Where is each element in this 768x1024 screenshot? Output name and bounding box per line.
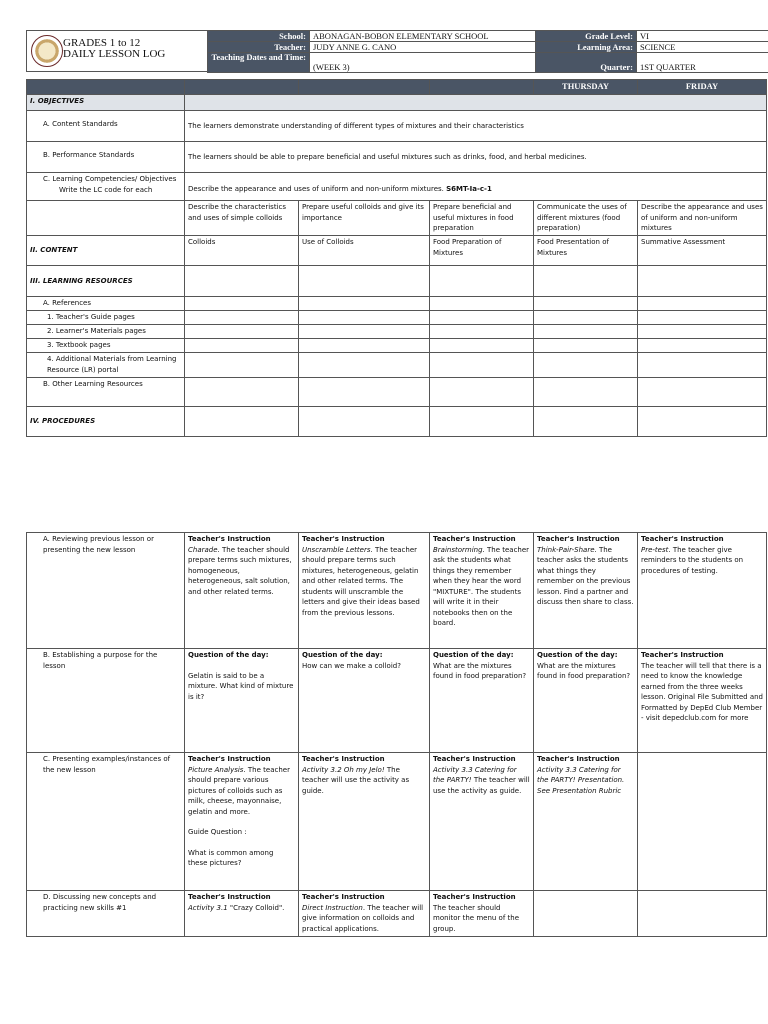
content-item-4: Food Presentation of Mixtures	[534, 236, 638, 266]
proc-a-day5-em: Pre-test	[641, 545, 669, 554]
cell	[185, 339, 299, 353]
cell	[299, 378, 430, 407]
cell	[430, 378, 534, 407]
proc-c-day1-em: Picture Analysis	[188, 765, 244, 774]
proc-d-day5	[638, 891, 767, 937]
daily-objective-5: Describe the appearance and uses of uniform and non-uniform mixtures	[638, 201, 767, 236]
proc-c-guide: Guide Question :	[188, 828, 247, 836]
lr-portal-label: 4. Additional Materials from Learning Resource (LR) portal	[27, 353, 185, 378]
deped-seal-icon	[31, 35, 63, 67]
ti-heading: Teacher's Instruction	[188, 893, 271, 901]
qod-heading: Question of the day:	[433, 651, 514, 659]
cell	[185, 297, 299, 311]
performance-standards-label: B. Performance Standards	[27, 142, 185, 173]
content-standards-label: A. Content Standards	[27, 111, 185, 142]
band-blank	[27, 80, 185, 95]
proc-d-day1	[185, 891, 299, 937]
objectives-heading: I. OBJECTIVES	[27, 95, 185, 111]
cell	[638, 297, 767, 311]
proc-b-label: B. Establishing a purpose for the lesson	[27, 649, 185, 753]
teacher-value: JUDY ANNE G. CANO	[310, 42, 536, 53]
cell	[638, 266, 767, 297]
daily-objective-2: Prepare useful colloids and give its importance	[299, 201, 430, 236]
proc-a-day3-em: Brainstorming	[433, 545, 483, 554]
proc-b-day5-text: The teacher will tell that there is a need to know the knowledge earned from the three weeks lesson. Original File Submitted and Formatted by DepEd Club Member - visit depedclub.com for more	[641, 661, 763, 722]
qod-heading: Question of the day:	[188, 651, 269, 659]
references-label: A. References	[27, 297, 185, 311]
proc-a-day3-text: . The teacher ask the students what things they remember when they hear the word "MIXTURE". The students will write it in their notebooks then on the board.	[433, 545, 530, 627]
grade-label: Grade Level:	[536, 31, 637, 42]
day-col-3	[430, 80, 534, 95]
proc-d-day4	[534, 891, 638, 937]
proc-b-day3	[430, 649, 534, 753]
content-item-3: Food Preparation of Mixtures	[430, 236, 534, 266]
ti-heading: Teacher's Instruction	[302, 893, 385, 901]
cell	[299, 297, 430, 311]
qod-heading: Question of the day:	[302, 651, 383, 659]
cell	[534, 353, 638, 378]
proc-a-day2-text: . The teacher should prepare terms such mixtures, heterogeneous, gelatin and other related terms. The students will unscramble the letters and give their ideas based from the previous lessons.	[302, 545, 420, 617]
procedures-heading: IV. PROCEDURES	[27, 407, 185, 437]
quarter-value: 1ST QUARTER	[637, 53, 768, 73]
competency-label-line2: Write the LC code for each	[59, 185, 153, 194]
day-thursday: THURSDAY	[534, 80, 638, 95]
proc-c-day4-em: Activity 3.3 Catering for the PARTY! Presentation. See Presentation Rubric	[537, 765, 625, 795]
proc-d-label: D. Discussing new concepts and practicing new skills #1	[27, 891, 185, 937]
header-info-table	[207, 30, 768, 73]
school-label: School:	[208, 31, 310, 42]
proc-c-day2-text: The teacher will use the activity as guide.	[302, 765, 410, 795]
performance-standards-value: The learners should be able to prepare beneficial and useful mixtures such as drinks, food, and herbal medicines.	[185, 142, 767, 173]
proc-d-day2	[299, 891, 430, 937]
proc-b-day4-text: What are the mixtures found in food preparation?	[537, 661, 631, 680]
ti-heading: Teacher's Instruction	[537, 535, 620, 543]
cell	[534, 311, 638, 325]
ti-heading: Teacher's Instruction	[433, 893, 516, 901]
proc-c-question: What is common among these pictures?	[188, 848, 274, 867]
ti-heading: Teacher's Instruction	[641, 651, 724, 659]
daily-objective-3: Prepare beneficial and useful mixtures in food preparation	[430, 201, 534, 236]
cell	[299, 339, 430, 353]
cell	[185, 325, 299, 339]
cell	[430, 311, 534, 325]
proc-d-day1-text: "Crazy Colloid".	[227, 903, 285, 912]
proc-a-day4	[534, 533, 638, 649]
proc-d-day3-text: The teacher should monitor the menu of the group.	[433, 903, 520, 933]
proc-c-day5	[638, 753, 767, 891]
proc-c-day4	[534, 753, 638, 891]
proc-c-day3	[430, 753, 534, 891]
resources-heading: III. LEARNING RESOURCES	[27, 266, 185, 297]
content-heading: II. CONTENT	[27, 236, 185, 266]
content-standards-value: The learners demonstrate understanding of different types of mixtures and their characteristics	[185, 111, 767, 142]
proc-c-day2	[299, 753, 430, 891]
ti-heading: Teacher's Instruction	[537, 755, 620, 763]
proc-b-day3-text: What are the mixtures found in food preparation?	[433, 661, 527, 680]
proc-b-day4	[534, 649, 638, 753]
cell	[299, 353, 430, 378]
cell	[534, 378, 638, 407]
textbook-pages-label: 3. Textbook pages	[27, 339, 185, 353]
tg-pages-label: 1. Teacher's Guide pages	[27, 311, 185, 325]
ti-heading: Teacher's Instruction	[433, 535, 516, 543]
teacher-label: Teacher:	[208, 42, 310, 53]
proc-c-label: C. Presenting examples/instances of the new lesson	[27, 753, 185, 891]
proc-b-day1-text: Gelatin is said to be a mixture. What kind of mixture is it?	[188, 671, 294, 701]
day-col-2	[299, 80, 430, 95]
cell	[638, 353, 767, 378]
daily-objective-1: Describe the characteristics and uses of simple colloids	[185, 201, 299, 236]
proc-a-day4-text: . The teacher asks the students what things they remember on the previous lesson. Find a partner and discuss then share to class.	[537, 545, 634, 606]
cell	[430, 353, 534, 378]
cell	[534, 325, 638, 339]
proc-c-day3-em: Activity 3.3 Catering for the PARTY!	[433, 765, 517, 784]
proc-c-day1	[185, 753, 299, 891]
cell	[299, 325, 430, 339]
title-line-2: DAILY LESSON LOG	[63, 48, 166, 60]
content-item-5: Summative Assessment	[638, 236, 767, 266]
proc-a-day2-em: Unscramble Letters	[302, 545, 371, 554]
dates-label: Teaching Dates and Time:	[208, 53, 310, 73]
proc-d-day2-em: Direct Instruction	[302, 903, 363, 912]
area-label: Learning Area:	[536, 42, 637, 53]
cell	[638, 339, 767, 353]
cell	[534, 339, 638, 353]
cell	[185, 266, 299, 297]
day-col-1	[185, 80, 299, 95]
proc-a-day1-text: . The teacher should prepare terms such mixtures, homogeneous, heterogeneous, salt solution, and other related terms.	[188, 545, 292, 596]
cell	[185, 407, 299, 437]
proc-a-day5	[638, 533, 767, 649]
title-line-1: GRADES 1 to 12	[63, 37, 141, 49]
ti-heading: Teacher's Instruction	[188, 755, 271, 763]
proc-d-day2-text: . The teacher will give information on colloids and practical applications.	[302, 903, 424, 933]
ti-heading: Teacher's Instruction	[641, 535, 724, 543]
ti-heading: Teacher's Instruction	[188, 535, 271, 543]
proc-a-day2	[299, 533, 430, 649]
cell	[638, 407, 767, 437]
day-friday: FRIDAY	[638, 80, 767, 95]
lesson-table-procedures	[26, 532, 767, 937]
dates-value: (WEEK 3)	[310, 53, 536, 73]
content-item-1: Colloids	[185, 236, 299, 266]
cell	[534, 407, 638, 437]
proc-b-day5	[638, 649, 767, 753]
competency-label-line1: C. Learning Competencies/ Objectives	[43, 175, 177, 183]
content-item-2: Use of Colloids	[299, 236, 430, 266]
ti-heading: Teacher's Instruction	[302, 535, 385, 543]
cell	[299, 266, 430, 297]
proc-a-day3	[430, 533, 534, 649]
grade-value: VI	[637, 31, 768, 42]
cell	[430, 297, 534, 311]
competency-text: Describe the appearance and uses of uniform and non-uniform mixtures.	[188, 184, 444, 193]
proc-a-day4-em: Think-Pair-Share	[537, 545, 595, 554]
ti-heading: Teacher's Instruction	[302, 755, 385, 763]
daily-objectives-label	[27, 201, 185, 236]
area-value: SCIENCE	[637, 42, 768, 53]
proc-b-day1	[185, 649, 299, 753]
lesson-table-top	[26, 79, 767, 437]
cell	[430, 339, 534, 353]
competency-code: S6MT-Ia-c-1	[446, 184, 492, 193]
cell	[430, 407, 534, 437]
cell	[430, 266, 534, 297]
competency-label	[27, 173, 185, 201]
other-resources-label: B. Other Learning Resources	[27, 378, 185, 407]
cell	[638, 378, 767, 407]
proc-a-day5-text: . The teacher give reminders to the students on procedures of testing.	[641, 545, 744, 575]
proc-c-day2-em: Activity 3.2 Oh my Jelo!	[302, 765, 385, 774]
lm-pages-label: 2. Learner's Materials pages	[27, 325, 185, 339]
cell	[534, 266, 638, 297]
proc-c-day3-text: The teacher will use the activity as guide.	[433, 776, 530, 795]
proc-d-day3	[430, 891, 534, 937]
school-value: ABONAGAN-BOBON ELEMENTARY SCHOOL	[310, 31, 536, 42]
proc-b-day2	[299, 649, 430, 753]
cell	[638, 325, 767, 339]
cell	[299, 407, 430, 437]
proc-d-day1-em: Activity 3.1	[188, 903, 228, 912]
qod-heading: Question of the day:	[537, 651, 618, 659]
title-block	[26, 30, 209, 72]
proc-b-day2-text: How can we make a colloid?	[302, 661, 401, 670]
proc-a-day1	[185, 533, 299, 649]
ti-heading: Teacher's Instruction	[433, 755, 516, 763]
cell	[185, 311, 299, 325]
proc-c-day1-text: . The teacher should prepare various pictures of colloids such as milk, cheese, mayonnaise, gelatin and more.	[188, 765, 290, 816]
cell	[185, 353, 299, 378]
proc-a-day1-em: Charade	[188, 545, 218, 554]
proc-a-label: A. Reviewing previous lesson or presenting the new lesson	[27, 533, 185, 649]
cell	[638, 311, 767, 325]
cell	[534, 297, 638, 311]
competency-value	[185, 173, 767, 201]
quarter-label: Quarter:	[536, 53, 637, 73]
cell	[430, 325, 534, 339]
objectives-blank	[185, 95, 767, 111]
cell	[299, 311, 430, 325]
daily-objective-4: Communicate the uses of different mixtures (food preparation)	[534, 201, 638, 236]
cell	[185, 378, 299, 407]
